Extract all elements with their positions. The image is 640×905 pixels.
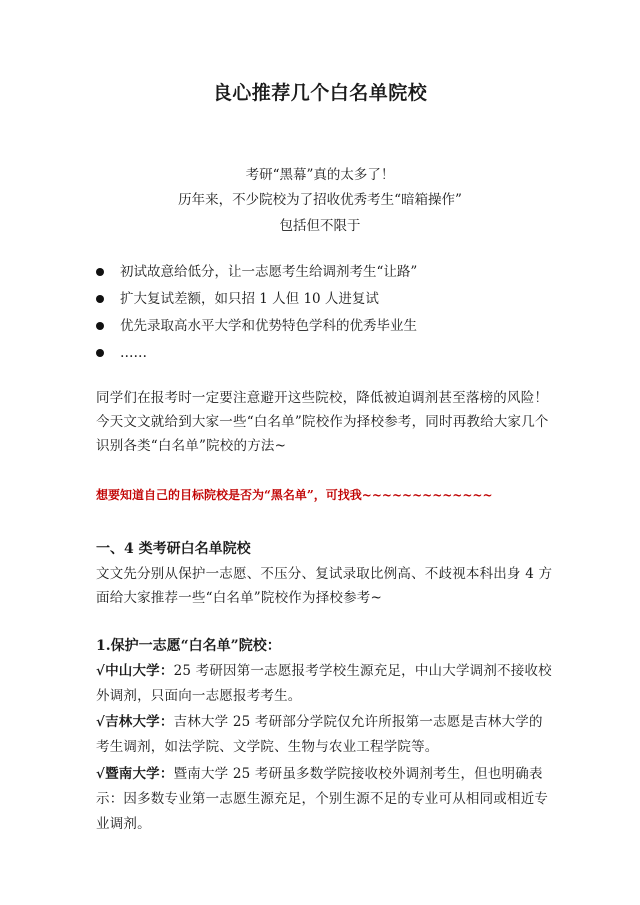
bullet-list <box>96 262 417 370</box>
bullet-icon <box>96 268 104 276</box>
school-entry <box>96 762 556 837</box>
page-title: 良心推荐几个白名单院校 <box>212 82 428 104</box>
subsection-heading: 1.保护一志愿“白名单”院校： <box>96 638 281 654</box>
list-item-text: …… <box>120 345 147 361</box>
intro-line-2: 历年来，不少院校为了招收优秀考生“暗箱操作” <box>178 192 462 208</box>
school-description: 吉林大学 25 考研部分学院仅允许所报第一志愿是吉林大学的考生调剂，如法学院、文学院、生物与农业工程学院等。 <box>96 714 543 755</box>
list-item <box>96 289 417 316</box>
school-name: √中山大学： <box>96 663 174 679</box>
list-item-text: 初试故意给低分，让一志愿考生给调剂考生“让路” <box>120 264 418 280</box>
list-item <box>96 316 417 343</box>
school-name: √吉林大学： <box>96 714 174 730</box>
school-name: √暨南大学： <box>96 766 174 782</box>
list-item <box>96 262 417 289</box>
intro-line-3: 包括但不限于 <box>279 218 361 234</box>
intro-line-1: 考研“黑幕”真的太多了！ <box>245 167 395 183</box>
list-item-text: 优先录取高水平大学和优势特色学科的优秀毕业生 <box>120 318 417 334</box>
school-entry <box>96 659 556 709</box>
school-description: 暨南大学 25 考研虽多数学院接收校外调剂考生，但也明确表示：因多数专业第一志愿生源充足，个别生源不足的专业可从相同或相近专业调剂。 <box>96 766 549 832</box>
school-description: 25 考研因第一志愿报考学校生源充足，中山大学调剂不接收校外调剂，只面向一志愿报考考生。 <box>96 663 552 704</box>
section-text: 文文先分别从保护一志愿、不压分、复试录取比例高、不歧视本科出身 4 方面给大家推荐一些“白名单”院校作为择校参考~ <box>96 566 553 606</box>
intro-paragraph: 同学们在报考时一定要注意避开这些院校，降低被迫调剂甚至落榜的风险！今天文文就给到大家一些“白名单”院校作为择校参考，同时再教给大家几个识别各类“白名单”院校的方法~ <box>96 390 549 454</box>
bullet-icon <box>96 349 104 357</box>
bullet-icon <box>96 295 104 303</box>
bullet-icon <box>96 322 104 330</box>
section-heading: 一、4 类考研白名单院校 <box>96 541 251 557</box>
school-entry <box>96 710 556 760</box>
list-item-text: 扩大复试差额，如只招 1 人但 10 人进复试 <box>120 291 379 307</box>
list-item <box>96 343 417 370</box>
red-contact-note: 想要知道自己的目标院校是否为“黑名单”，可找我~~~~~~~~~~~~~ <box>96 488 493 502</box>
